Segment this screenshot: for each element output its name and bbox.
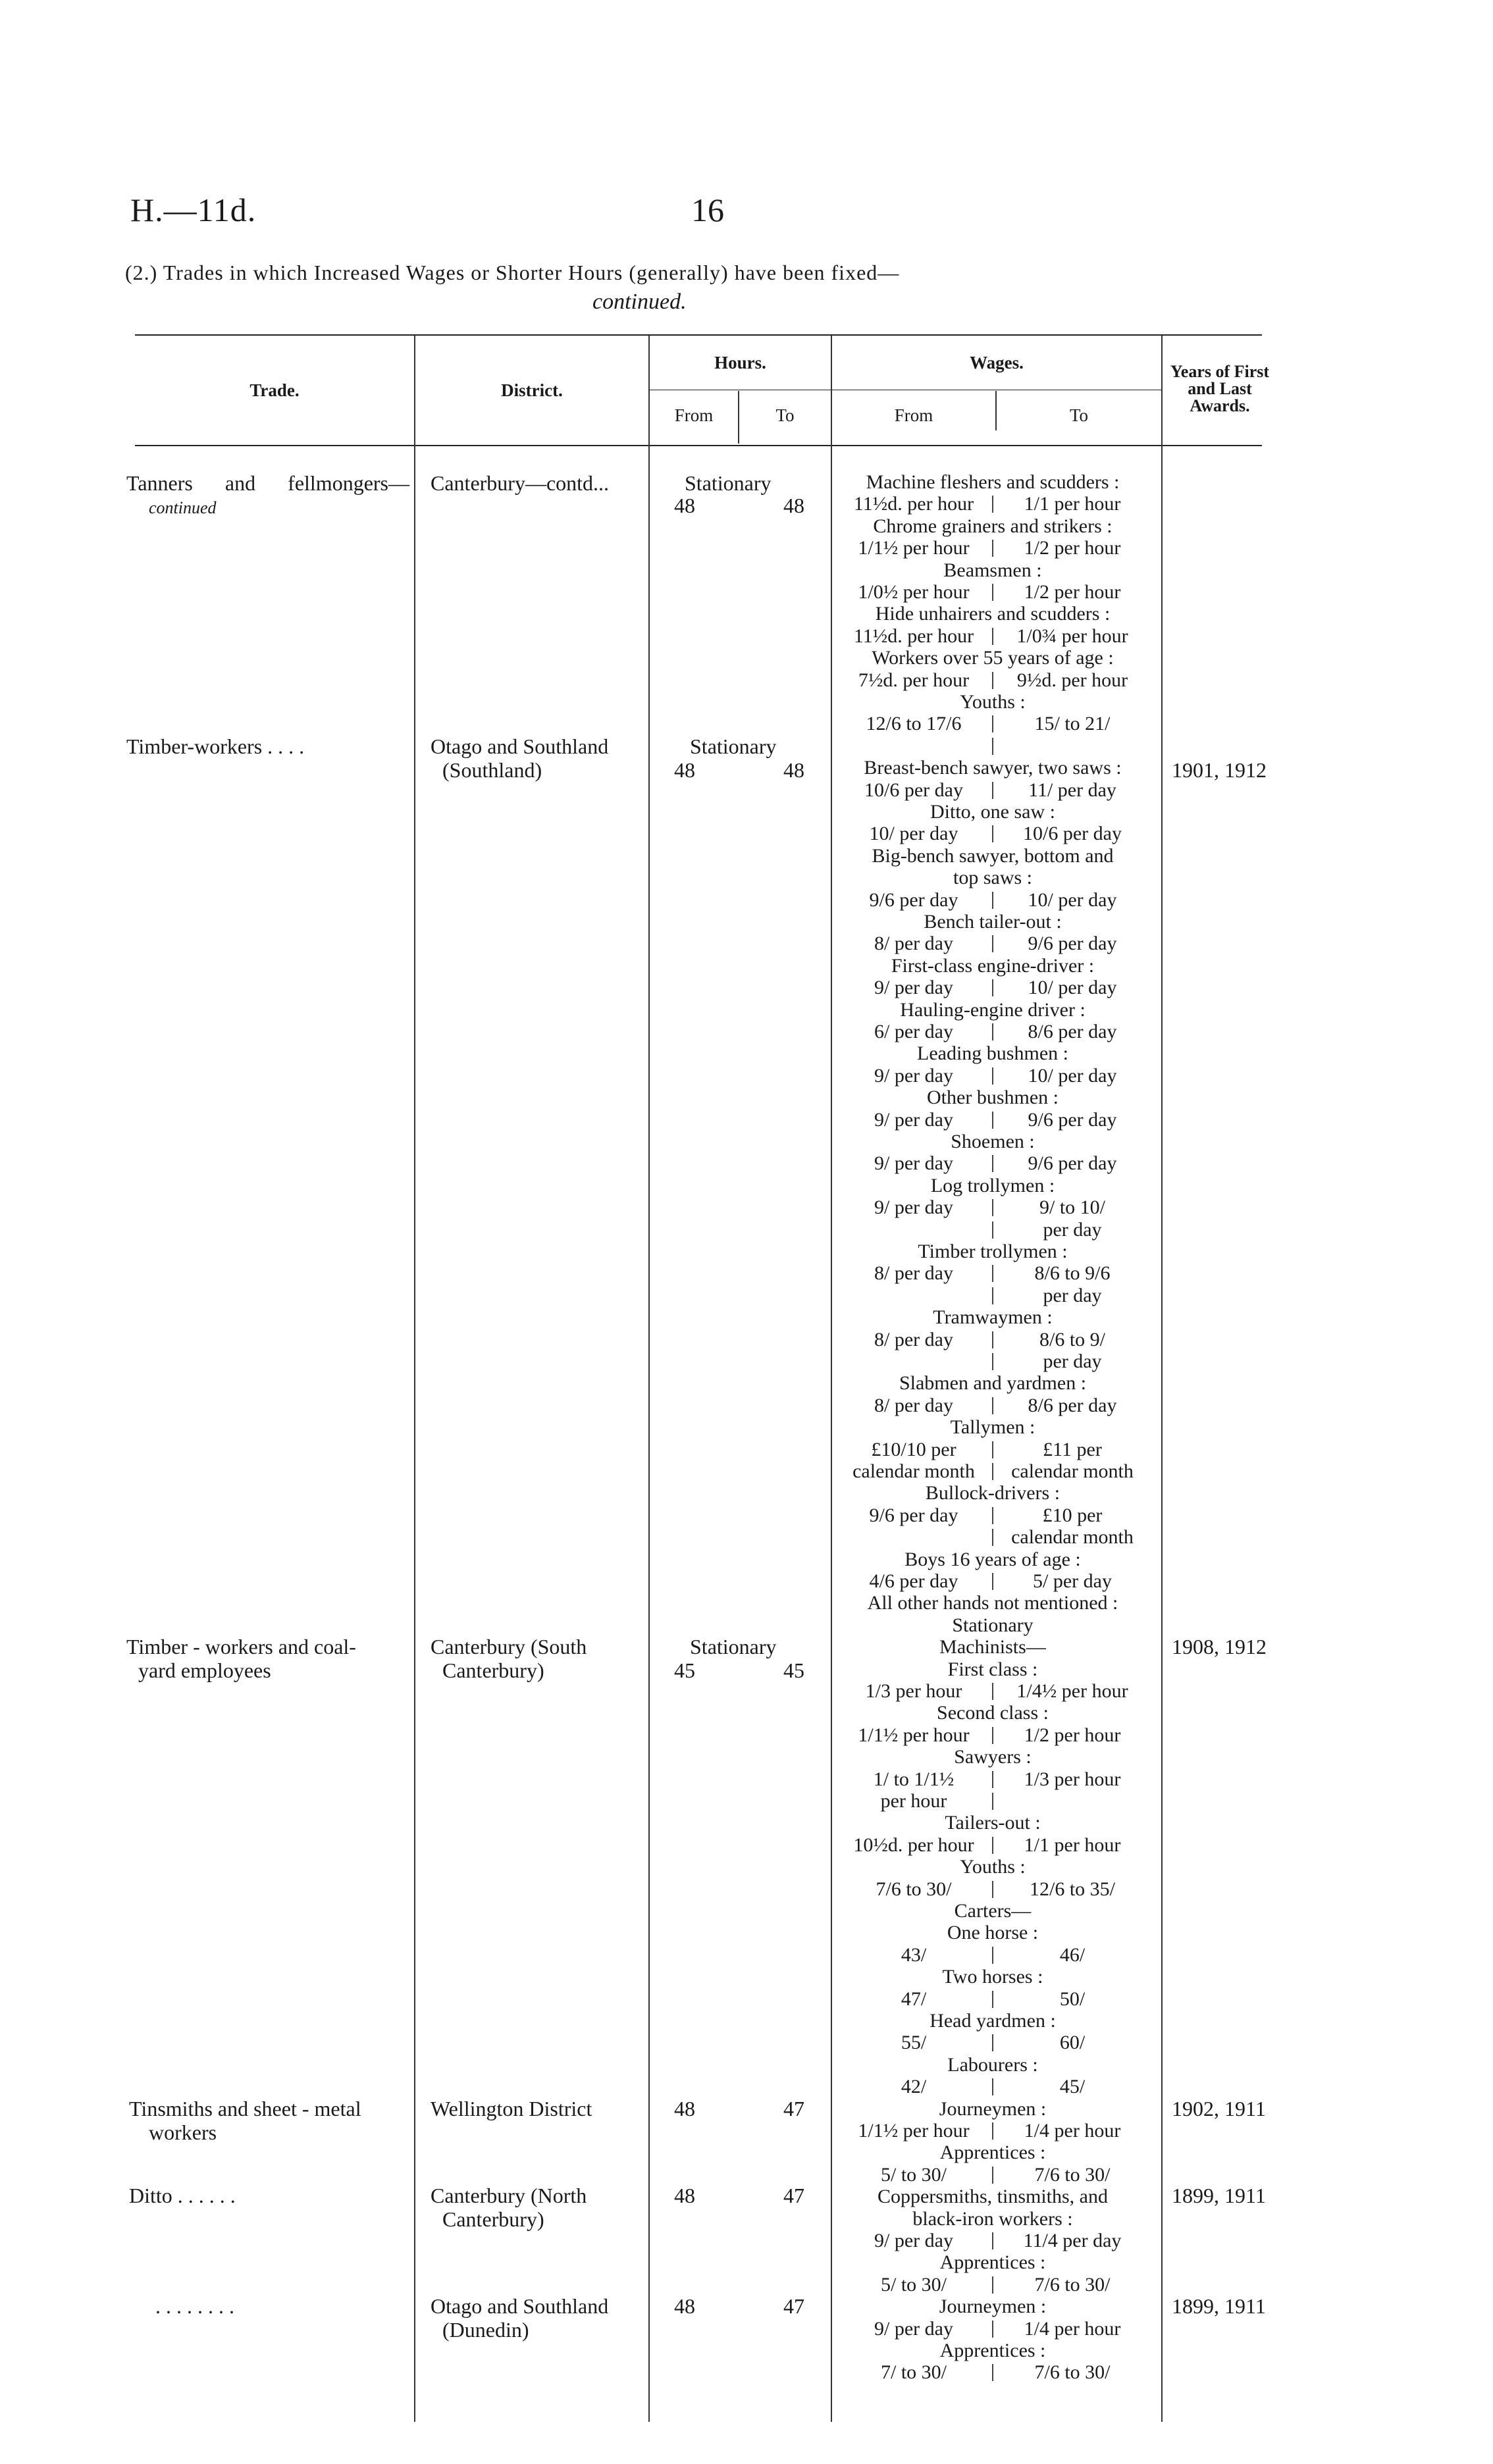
district-cell: Wellington District: [431, 2097, 592, 2120]
wage-category-label: Second class :: [937, 1702, 1049, 1724]
wage-from-value: 10½d. per hour: [853, 1834, 974, 1856]
table-header-rule: [135, 445, 1262, 446]
wage-separator: [992, 1265, 993, 1282]
wage-from-value: 47/: [901, 1988, 927, 2010]
wage-category-label: Log trollymen :: [930, 1174, 1055, 1196]
header-district: District.: [501, 380, 563, 400]
wage-category-label: Journeymen :: [939, 2296, 1047, 2318]
wage-separator: [992, 1287, 993, 1304]
district-cell-line2: Canterbury): [442, 2207, 544, 2231]
wage-separator: [992, 628, 993, 645]
wage-from-value: 7/6 to 30/: [876, 1878, 952, 1900]
header-wages-from: From: [894, 405, 933, 425]
wage-separator: [992, 672, 993, 689]
table-top-rule: [135, 334, 1262, 336]
wage-separator: [992, 892, 993, 909]
wage-category-label: Shoemen :: [951, 1131, 1035, 1152]
wage-separator: [992, 1573, 993, 1590]
wage-category-label: Carters—: [954, 1900, 1032, 1922]
wage-from-value: 8/ per day: [874, 933, 953, 955]
wage-category-label: Workers over 55 years of age :: [872, 647, 1114, 669]
wage-category-label: Head yardmen :: [930, 2010, 1056, 2032]
wage-to-value: 8/6 to 9/: [1039, 1328, 1105, 1350]
wage-from-value: 9/ per day: [874, 1108, 953, 1131]
wage-separator: [992, 1353, 993, 1370]
wage-separator: [992, 1463, 993, 1480]
hours-to: 48: [783, 758, 804, 782]
wage-separator: [992, 1112, 993, 1129]
header-wages-to: To: [1069, 405, 1089, 425]
hours-to: 48: [783, 494, 804, 517]
wage-from-value: 8/ per day: [874, 1394, 953, 1416]
district-cell-line2: Canterbury): [442, 1658, 544, 1682]
wage-from-value: 1/1½ per hour: [858, 537, 970, 559]
years-cell: 1901, 1912: [1172, 758, 1267, 782]
trade-cell: Tinsmiths and sheet - metal: [129, 2097, 361, 2120]
wage-to-value: 5/ per day: [1033, 1570, 1112, 1592]
wage-from-value: 5/ to 30/: [880, 2163, 947, 2186]
wage-separator: [992, 584, 993, 601]
wage-to-value: per day: [1043, 1350, 1102, 1372]
wage-to-value: 1/2 per hour: [1024, 581, 1121, 603]
wage-to-value: 7/6 to 30/: [1034, 2361, 1111, 2384]
column-divider: [831, 336, 832, 2422]
wage-from-value: 42/: [901, 2076, 927, 2098]
wage-separator: [992, 2364, 993, 2381]
wage-category-label: Journeymen :: [939, 2097, 1047, 2120]
wage-from-value: 9/ per day: [874, 1196, 953, 1219]
wage-to-value: 10/ per day: [1028, 1064, 1117, 1087]
wage-to-value: 11/ per day: [1028, 779, 1116, 801]
trade-cell-line2: workers: [149, 2120, 217, 2144]
header-trade: Trade.: [249, 380, 300, 400]
wage-separator: [992, 715, 993, 732]
wage-to-value: 10/6 per day: [1023, 823, 1122, 845]
wage-from-value: 7½d. per hour: [858, 669, 970, 691]
wage-to-value: 9/6 per day: [1028, 1152, 1117, 1175]
wage-to-value: 11/4 per day: [1023, 2230, 1122, 2251]
years-cell: 1902, 1911: [1172, 2097, 1266, 2120]
trade-cell: . . . . . . . .: [155, 2294, 234, 2318]
hours-from: 48: [674, 494, 695, 517]
wage-to-value: calendar month: [1011, 1526, 1134, 1549]
wage-category-label: Labourers :: [947, 2053, 1038, 2076]
wage-from-value: 12/6 to 17/6: [866, 713, 962, 735]
wage-to-value: 9/ to 10/: [1039, 1196, 1105, 1219]
wage-to-value: per day: [1043, 1284, 1102, 1306]
wage-category-label: First-class engine-driver :: [891, 954, 1095, 977]
wage-category-label: Two horses :: [942, 1966, 1043, 1988]
wage-from-value: 9/6 per day: [869, 888, 958, 911]
district-cell: Otago and Southland: [431, 734, 609, 758]
wage-separator: [992, 935, 993, 952]
trade-cell-continued: continued: [149, 498, 217, 517]
wage-separator: [992, 1947, 993, 1964]
wage-from-value: 9/ per day: [874, 977, 953, 999]
hours-label: Stationary: [685, 471, 772, 495]
header-wages: Wages.: [970, 353, 1024, 372]
hours-from: 48: [674, 758, 695, 782]
wage-to-value: 45/: [1059, 2076, 1086, 2098]
hours-from: 48: [674, 2097, 695, 2120]
wage-separator: [992, 1067, 993, 1085]
wage-category-label: Tramwaymen :: [933, 1306, 1053, 1329]
wage-to-value: £10 per: [1042, 1504, 1103, 1526]
hours-to: 47: [783, 2097, 804, 2120]
years-cell: 1908, 1912: [1172, 1635, 1267, 1658]
wage-separator: [992, 782, 993, 799]
wage-to-value: 8/6 per day: [1028, 1021, 1117, 1042]
wage-from-value: 8/ per day: [874, 1262, 953, 1285]
wage-from-value: calendar month: [852, 1460, 975, 1482]
wage-category-label: Tailers-out :: [945, 1812, 1041, 1834]
wage-from-value: 5/ to 30/: [880, 2273, 947, 2296]
wage-from-value: 9/ per day: [874, 1064, 953, 1087]
wage-from-value: 7/ to 30/: [880, 2361, 947, 2384]
document-code: H.—11d.: [130, 192, 257, 228]
wage-separator: [992, 2078, 993, 2095]
wage-from-value: 11½d. per hour: [853, 493, 974, 515]
header-hours-from: From: [674, 405, 714, 425]
wage-to-value: 15/ to 21/: [1034, 713, 1111, 735]
wage-category-label: Tallymen :: [950, 1416, 1035, 1439]
wage-category-label: Machinists—: [939, 1636, 1046, 1658]
wage-category-label: Coppersmiths, tinsmiths, and: [877, 2186, 1108, 2208]
wage-category-label: Bullock-drivers :: [925, 1482, 1061, 1504]
wage-to-value: 1/4 per hour: [1024, 2120, 1121, 2142]
district-cell-line2: (Dunedin): [442, 2318, 529, 2342]
wage-separator: [992, 2232, 993, 2249]
wage-from-value: 1/1½ per hour: [858, 1724, 970, 1746]
wage-from-value: 6/ per day: [874, 1021, 953, 1042]
wage-to-value: 9½d. per hour: [1016, 669, 1128, 691]
trade-cell-line2: yard employees: [138, 1658, 271, 1682]
wage-from-value: 55/: [901, 2032, 927, 2054]
wage-separator: [992, 2167, 993, 2184]
wage-to-value: 10/ per day: [1028, 977, 1117, 999]
wage-to-value: 1/0¾ per hour: [1016, 625, 1128, 647]
wage-separator: [992, 2321, 993, 2338]
wage-separator: [992, 979, 993, 996]
wage-to-value: calendar month: [1011, 1460, 1134, 1482]
hours-from: 48: [674, 2294, 695, 2318]
hours-to: 47: [783, 2294, 804, 2318]
header-hours: Hours.: [714, 353, 766, 372]
wage-category-label: Sawyers :: [954, 1746, 1032, 1768]
wage-separator: [992, 540, 993, 557]
wage-separator: [992, 1331, 993, 1348]
wage-separator: [992, 1221, 993, 1239]
wage-to-value: 7/6 to 30/: [1034, 2273, 1111, 2296]
years-cell: 1899, 1911: [1172, 2294, 1266, 2318]
wage-to-value: 8/6 to 9/6: [1034, 1262, 1111, 1285]
wage-category-label: Bench tailer-out :: [924, 911, 1062, 933]
years-cell: 1899, 1911: [1172, 2184, 1266, 2207]
wage-to-value: 46/: [1059, 1943, 1086, 1966]
district-cell: Otago and Southland: [431, 2294, 609, 2318]
wage-to-value: 50/: [1059, 1988, 1086, 2010]
hours-to: 47: [783, 2184, 804, 2207]
wage-from-value: 1/1½ per hour: [858, 2120, 970, 2142]
hours-from: 48: [674, 2184, 695, 2207]
hours-label: Stationary: [690, 1635, 777, 1658]
wage-from-value: 10/6 per day: [864, 779, 963, 801]
wage-from-value: per hour: [880, 1790, 947, 1812]
wage-category-label: Youths :: [960, 1856, 1026, 1878]
wage-separator: [992, 2122, 993, 2140]
wage-to-value: 60/: [1059, 2032, 1086, 2054]
wage-to-value: 1/4½ per hour: [1016, 1680, 1128, 1702]
wage-separator: [992, 1529, 993, 1546]
wage-from-value: 8/ per day: [874, 1328, 953, 1350]
wage-category-label: Youths :: [960, 691, 1026, 713]
hours-label: Stationary: [690, 734, 777, 758]
district-cell-line2: (Southland): [442, 758, 542, 782]
wage-separator: [992, 738, 993, 755]
wage-separator: [992, 1441, 993, 1458]
wage-from-value: 1/3 per hour: [865, 1680, 962, 1702]
wage-category-label: First class :: [947, 1658, 1038, 1680]
wage-separator: [992, 1683, 993, 1700]
wage-category-label: Machine fleshers and scudders :: [866, 471, 1120, 493]
wage-to-value: 1/2 per hour: [1024, 537, 1121, 559]
wage-separator: [992, 1199, 993, 1216]
wage-to-value: 12/6 to 35/: [1029, 1878, 1115, 1900]
wage-separator: [992, 2034, 993, 2051]
wage-from-value: 10/ per day: [869, 823, 958, 845]
wage-from-value: 43/: [901, 1943, 927, 1966]
header-years: Years of First and Last Awards.: [1170, 362, 1270, 415]
hours-from: 45: [674, 1658, 695, 1682]
wage-from-value: 1/0½ per hour: [858, 581, 970, 603]
wage-to-value: 1/2 per hour: [1024, 1724, 1121, 1746]
wage-separator: [992, 1991, 993, 2008]
wage-to-value: 9/6 per day: [1028, 933, 1117, 955]
wage-category-label: Apprentices :: [939, 2340, 1046, 2361]
wage-category-label: Other bushmen :: [927, 1087, 1059, 1109]
wage-category-label: Chrome grainers and strikers :: [873, 515, 1113, 537]
wage-to-value: 1/1 per hour: [1024, 493, 1121, 515]
wage-from-value: 4/6 per day: [869, 1570, 958, 1592]
wage-from-value: 9/ per day: [874, 2317, 953, 2340]
wage-category-label: Beamsmen :: [943, 559, 1042, 581]
wage-to-value: 10/ per day: [1028, 888, 1117, 911]
wage-category-label: Breast-bench sawyer, two saws :: [864, 757, 1122, 779]
wage-from-value: 11½d. per hour: [853, 625, 974, 647]
trade-cell: Tanners and fellmongers—: [126, 471, 409, 495]
wage-separator: [992, 1023, 993, 1040]
wage-category-label: top saws :: [953, 867, 1032, 889]
wage-to-value: 8/6 per day: [1028, 1394, 1117, 1416]
wage-from-value: £10/10 per: [871, 1438, 956, 1460]
wage-to-value: £11 per: [1043, 1438, 1102, 1460]
wage-category-label: Stationary: [952, 1614, 1034, 1636]
wage-category-label: Leading bushmen :: [917, 1042, 1068, 1065]
trade-cell: Timber-workers . . . .: [126, 734, 305, 758]
wage-separator: [992, 496, 993, 513]
wage-category-label: Ditto, one saw :: [930, 801, 1055, 823]
wage-to-value: 1/4 per hour: [1024, 2317, 1121, 2340]
wage-to-value: 1/1 per hour: [1024, 1834, 1121, 1856]
wage-category-label: Slabmen and yardmen :: [899, 1372, 1087, 1395]
wage-separator: [992, 1793, 993, 1810]
district-cell: Canterbury (South: [431, 1635, 587, 1658]
wage-to-value: 1/3 per hour: [1024, 1768, 1121, 1790]
page-number: 16: [691, 192, 724, 228]
column-divider: [1161, 336, 1163, 2422]
wage-to-value: 7/6 to 30/: [1034, 2163, 1111, 2186]
wage-category-label: Big-bench sawyer, bottom and: [872, 844, 1114, 867]
header-hours-to: To: [775, 405, 795, 425]
wage-category-label: black-iron workers :: [912, 2207, 1073, 2230]
district-cell: Canterbury—contd...: [431, 471, 610, 495]
wage-from-value: 1/ to 1/1½: [873, 1768, 955, 1790]
wage-category-label: Boys 16 years of age :: [904, 1548, 1081, 1570]
wage-separator: [992, 1771, 993, 1788]
wage-category-label: Apprentices :: [939, 2251, 1046, 2274]
wage-from-value: 9/ per day: [874, 1152, 953, 1175]
wage-separator: [992, 1397, 993, 1414]
table-subtitle: continued.: [592, 290, 687, 314]
wage-separator: [992, 1507, 993, 1524]
wage-category-label: Hauling-engine driver :: [900, 998, 1086, 1021]
wage-separator: [992, 1727, 993, 1744]
wage-category-label: Timber trollymen :: [918, 1241, 1068, 1262]
wage-to-value: per day: [1043, 1218, 1102, 1241]
wage-category-label: One horse :: [947, 1922, 1039, 1944]
district-cell: Canterbury (North: [431, 2184, 587, 2207]
column-divider: [648, 336, 650, 2422]
wage-separator: [992, 825, 993, 842]
wage-from-value: 9/6 per day: [869, 1504, 958, 1526]
wage-separator: [992, 1837, 993, 1854]
wage-category-label: Hide unhairers and scudders :: [875, 603, 1111, 625]
wage-category-label: Apprentices :: [939, 2142, 1046, 2164]
wage-category-label: All other hands not mentioned :: [867, 1592, 1118, 1614]
wage-to-value: 9/6 per day: [1028, 1108, 1117, 1131]
trade-cell: Ditto . . . . . .: [129, 2184, 236, 2207]
table-title: (2.) Trades in which Increased Wages or Shorter Hours (generally) have been fixed—: [125, 261, 900, 284]
wage-separator: [992, 1881, 993, 1898]
wage-separator: [992, 2276, 993, 2294]
wage-separator: [992, 1155, 993, 1172]
trade-cell: Timber - workers and coal-: [126, 1635, 356, 1658]
wage-from-value: 9/ per day: [874, 2230, 953, 2251]
column-divider: [414, 336, 415, 2422]
hours-to: 45: [783, 1658, 804, 1682]
